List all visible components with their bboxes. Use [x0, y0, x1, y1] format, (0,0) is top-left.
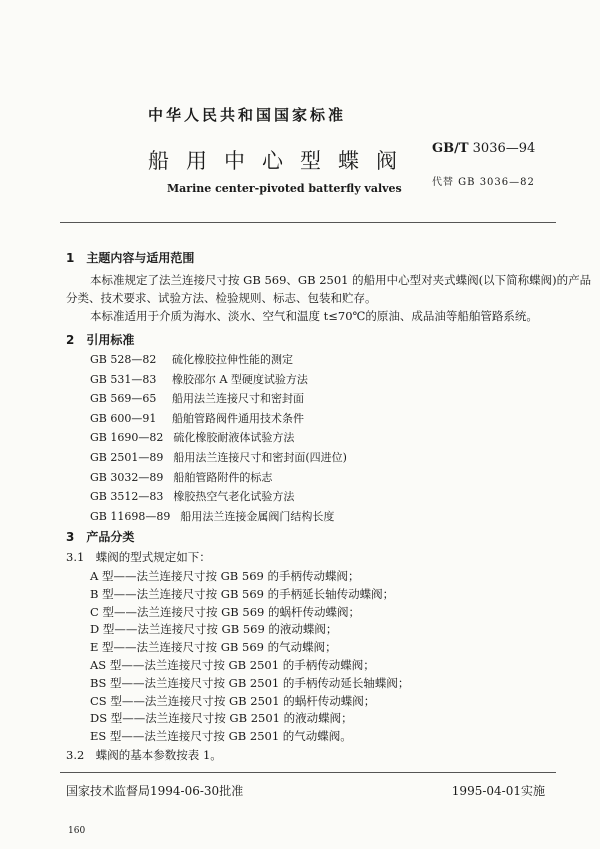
type-item: D 型——法兰连接尺寸按 GB 569 的液动蝶阀；	[90, 622, 338, 637]
national-standard-label: 中华人民共和国国家标准	[148, 106, 347, 124]
approval-date: 国家技术监督局1994-06-30批准	[66, 784, 244, 798]
reference-item	[90, 390, 304, 406]
reference-code: GB 569—65	[90, 392, 157, 406]
reference-item	[90, 488, 294, 504]
footer-divider	[60, 772, 556, 773]
reference-title: 船用法兰连接尺寸和密封面	[172, 392, 304, 406]
type-item: E 型——法兰连接尺寸按 GB 569 的气动蝶阀；	[90, 640, 337, 655]
reference-code: GB 3512—83	[90, 490, 164, 504]
reference-code: GB 1690—82	[90, 431, 164, 445]
reference-code: GB 11698—89	[90, 509, 171, 523]
standard-code	[432, 141, 535, 156]
clause-3-2: 3.2 蝶阀的基本参数按表 1。	[66, 748, 222, 762]
type-item: AS 型——法兰连接尺寸按 GB 2501 的手柄传动蝶阀；	[90, 658, 375, 672]
section-3-heading: 3 产品分类	[66, 530, 135, 544]
reference-title: 船舶管路附件的标志	[173, 470, 273, 484]
english-title: Marine center-pivoted batterfly valves	[167, 182, 402, 195]
type-item: A 型——法兰连接尺寸按 GB 569 的手柄传动蝶阀；	[90, 569, 360, 583]
section-1-heading: 1 主题内容与适用范围	[66, 251, 195, 265]
reference-item	[90, 449, 347, 465]
reference-title: 橡胶邵尔 A 型硬度试验方法	[172, 372, 308, 386]
reference-title: 橡胶热空气老化试验方法	[173, 490, 295, 504]
reference-title: 船用法兰连接金属阀门结构长度	[180, 509, 335, 523]
replaces-note: 代替 GB 3036—82	[432, 177, 535, 188]
reference-title: 船舶管路阀件通用技术条件	[172, 411, 304, 425]
type-item: C 型——法兰连接尺寸按 GB 569 的蜗杆传动蝶阀；	[90, 604, 361, 619]
header-divider	[60, 222, 556, 223]
paragraph: 本标准适用于介质为海水、淡水、空气和温度 t≤70℃的原油、成品油等船舶管路系统。	[90, 309, 538, 323]
reference-item	[90, 371, 308, 387]
reference-title: 硫化橡胶耐液体试验方法	[173, 431, 295, 445]
paragraph: 分类、技术要求、试验方法、检验规则、标志、包装和贮存。	[66, 291, 377, 305]
type-item: DS 型——法兰连接尺寸按 GB 2501 的液动蝶阀；	[90, 711, 353, 726]
reference-item	[90, 508, 334, 524]
effective-date: 1995-04-01实施	[451, 784, 545, 798]
clause-3-1: 3.1 蝶阀的型式规定如下：	[66, 550, 211, 564]
reference-code: GB 531—83	[90, 372, 157, 386]
reference-item	[90, 351, 293, 367]
type-item: CS 型——法兰连接尺寸按 GB 2501 的蜗杆传动蝶阀；	[90, 693, 376, 708]
type-item: B 型——法兰连接尺寸按 GB 569 的手柄延长轴传动蝶阀；	[90, 586, 395, 601]
reference-code: GB 3032—89	[90, 470, 164, 484]
reference-code: GB 600—91	[90, 411, 157, 425]
reference-item	[90, 469, 272, 485]
type-item: BS 型——法兰连接尺寸按 GB 2501 的手柄传动延长轴蝶阀；	[90, 675, 410, 690]
page-number: 160	[68, 826, 86, 836]
reference-code: GB 528—82	[90, 353, 157, 366]
reference-title: 硫化橡胶拉伸性能的测定	[172, 353, 293, 366]
reference-title: 船用法兰连接尺寸和密封面(四进位)	[173, 451, 347, 464]
code-number: 3036—94	[472, 141, 536, 156]
section-2-heading: 2 引用标准	[66, 333, 135, 347]
code-prefix: GB/T	[432, 141, 469, 156]
paragraph: 本标准规定了法兰连接尺寸按 GB 569、GB 2501 的船用中心型对夹式蝶阀(以下简称蝶阀)的产品	[90, 273, 592, 287]
reference-code: GB 2501—89	[90, 451, 164, 464]
type-item: ES 型——法兰连接尺寸按 GB 2501 的气动蝶阀。	[90, 729, 352, 744]
reference-item	[90, 410, 304, 426]
reference-item	[90, 429, 294, 445]
page-title: 船用中心型蝶阀	[148, 149, 414, 173]
